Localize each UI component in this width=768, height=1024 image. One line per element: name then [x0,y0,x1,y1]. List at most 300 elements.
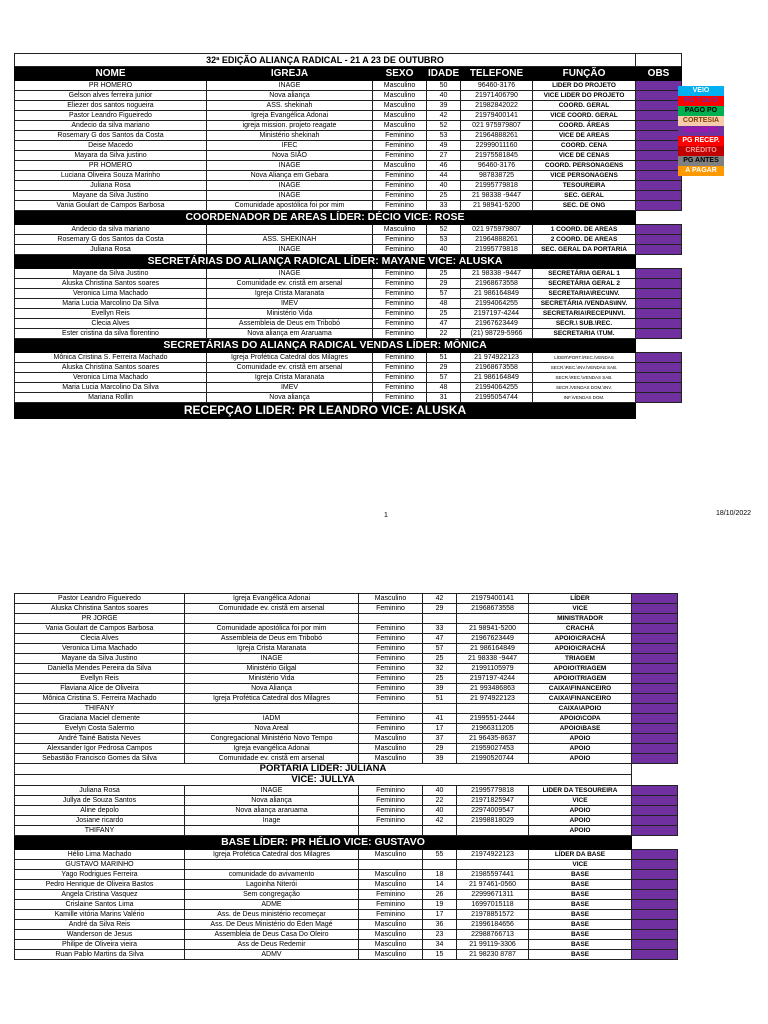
age-cell: 17 [423,724,457,734]
church-cell: Igreja Crista Maranata [185,644,359,654]
role-cell: LÍDER [529,594,632,604]
role-cell: VICE PERSONAGENS [533,171,636,181]
sex-cell: Masculino [359,754,423,764]
age-cell: 14 [423,880,457,890]
name-cell: PR JORGE [15,614,185,624]
blank-cell [632,836,678,850]
title-blank-cell [636,54,682,67]
sex-cell: Feminino [359,796,423,806]
age-cell: 55 [423,850,457,860]
church-cell: Igreja Crista Maranata [207,373,373,383]
role-cell: APOIO\CRACHÁ [529,644,632,654]
phone-cell: 21 98941-5200 [461,201,533,211]
age-cell: 33 [423,624,457,634]
phone-cell: 21995779818 [461,181,533,191]
name-cell: PR HOMERO [15,81,207,91]
table-row [15,654,678,664]
table-row [15,201,682,211]
phone-cell: (21) 98729-5966 [461,329,533,339]
obs-status-cell [636,329,682,339]
obs-status-cell [636,181,682,191]
church-cell: INAGE [207,245,373,255]
role-cell: VICE DE AREAS [533,131,636,141]
phone-cell [457,704,529,714]
sex-cell: Feminino [373,279,427,289]
phone-cell: 21 96435-8637 [457,734,529,744]
age-cell: 57 [427,289,461,299]
phone-cell: 21967623449 [457,634,529,644]
obs-status-cell [632,890,678,900]
sex-cell: Feminino [359,724,423,734]
age-cell: 23 [423,930,457,940]
sex-cell: Feminino [359,624,423,634]
age-cell [423,826,457,836]
church-cell: Nova SIÃO [207,151,373,161]
sex-cell: Feminino [373,131,427,141]
church-cell: Igreja Evangélica Adonai [207,111,373,121]
phone-cell: 21 98338 -9447 [457,654,529,664]
phone-cell: 21 986164849 [461,289,533,299]
section-portaria-vice-label: VICE: JULLYA [15,775,632,786]
table-row [15,826,678,836]
obs-status-cell [636,81,682,91]
sex-cell: Feminino [359,644,423,654]
name-cell: Mayara da Silva justino [15,151,207,161]
name-cell: PR HOMERO [15,161,207,171]
sex-cell: Feminino [373,363,427,373]
age-cell: 41 [423,714,457,724]
age-cell: 32 [423,664,457,674]
sex-cell: Feminino [359,816,423,826]
name-cell: Deise Macedo [15,141,207,151]
sex-cell: Masculino [359,850,423,860]
church-cell: Igreja Crista Maranata [207,289,373,299]
role-cell: APOIO [529,816,632,826]
name-cell: Wanderson de Jesus [15,930,185,940]
role-cell: BASE [529,890,632,900]
table-row [15,225,682,235]
section-portaria [15,764,678,775]
column-header: NOME [15,67,207,81]
phone-cell: 021 975979807 [461,121,533,131]
church-cell: Igreja Evangélica Adonai [185,594,359,604]
section-recepcao [15,403,682,419]
name-cell: André Tainé Batista Neves [15,734,185,744]
sex-cell: Feminino [373,309,427,319]
phone-cell: 21 993486863 [457,684,529,694]
sex-cell: Feminino [359,900,423,910]
age-cell [423,704,457,714]
table-row [15,860,678,870]
age-cell: 46 [427,161,461,171]
church-cell: Lagoinha Niterói [185,880,359,890]
church-cell: Assembleia de Deus Casa Do Oleiro [185,930,359,940]
church-cell: Nova Aliança em Gebara [207,171,373,181]
phone-cell: 21995054744 [461,393,533,403]
table-row [15,363,682,373]
age-cell [423,860,457,870]
age-cell: 22 [423,796,457,806]
obs-status-cell [632,654,678,664]
name-cell: Hélio Lima Machado [15,850,185,860]
section-recepcao-label: RECEPÇAO LIDER: PR LEANDRO VICE: ALUSKA [15,403,636,419]
sex-cell: Masculino [373,91,427,101]
obs-status-cell [636,393,682,403]
table-row [15,734,678,744]
age-cell: 26 [423,890,457,900]
role-cell: MINISTRADOR [529,614,632,624]
role-cell: BASE [529,880,632,890]
page-1-table [14,53,682,419]
church-cell: INAGE [207,181,373,191]
table-row [15,101,682,111]
phone-cell: 16997015118 [457,900,529,910]
page-2-table [14,593,678,960]
church-cell: Comunidade apostólica foi por mim [207,201,373,211]
obs-status-cell [636,383,682,393]
age-cell: 44 [427,171,461,181]
sex-cell: Feminino [373,245,427,255]
phone-cell: 21994064255 [461,383,533,393]
sex-cell: Masculino [359,744,423,754]
phone-cell: 21964888261 [461,235,533,245]
sex-cell: Masculino [359,870,423,880]
age-cell: 57 [423,644,457,654]
age-cell: 40 [423,806,457,816]
name-cell: Crislaine Santos Lima [15,900,185,910]
age-cell: 47 [423,634,457,644]
table-row [15,644,678,654]
obs-status-cell [636,245,682,255]
obs-status-cell [632,930,678,940]
phone-cell: 21975581845 [461,151,533,161]
church-cell [185,614,359,624]
obs-status-cell [636,161,682,171]
role-cell: VICE [529,860,632,870]
table-row [15,900,678,910]
table-row [15,744,678,754]
section-coordenador-areas [15,211,682,225]
age-cell: 52 [427,121,461,131]
sex-cell: Feminino [373,269,427,279]
page-1 [14,53,682,419]
sex-cell: Feminino [359,654,423,664]
phone-cell: 21 98338 -9447 [461,191,533,201]
table-row [15,624,678,634]
church-cell: Comunidade apostólica foi por mim [185,624,359,634]
table-row [15,81,682,91]
name-cell: Evelyn Costa Salermo [15,724,185,734]
age-cell: 34 [423,940,457,950]
table-row [15,940,678,950]
obs-status-cell [636,279,682,289]
sex-cell: Feminino [359,890,423,900]
table-row [15,796,678,806]
age-cell: 51 [427,353,461,363]
name-cell: Ester cristina da silva florentino [15,329,207,339]
section-base [15,836,678,850]
role-cell: APOIO\TRIAGEM [529,664,632,674]
sex-cell: Feminino [359,634,423,644]
age-cell: 40 [427,91,461,101]
table-row [15,910,678,920]
role-cell: LIDER DO PROJETO [533,81,636,91]
role-cell: BASE [529,950,632,960]
age-cell: 22 [427,329,461,339]
table-row [15,383,682,393]
table-row [15,684,678,694]
age-cell: 25 [423,654,457,664]
section-secretarias-vendas [15,339,682,353]
role-cell: APOIO\COPA [529,714,632,724]
name-cell: Sebastião Francisco Gomes da Silva [15,754,185,764]
table-row [15,191,682,201]
phone-cell: 2199551-2444 [457,714,529,724]
role-cell: APOIO\BASE [529,724,632,734]
church-cell: Igreja Profética Catedral dos Milagres [185,694,359,704]
church-cell: Ministério Gilgal [185,664,359,674]
role-cell: 2 COORD. DE AREAS [533,235,636,245]
name-cell: Evellyn Reis [15,309,207,319]
church-cell: Inage [185,816,359,826]
sex-cell: Masculino [373,111,427,121]
role-cell: SECRETARIA\REC\INV. [533,289,636,299]
page-2 [14,593,678,960]
name-cell: Juliana Rosa [15,181,207,191]
age-cell: 57 [427,373,461,383]
role-cell: SECR.\REC.\VENDAS SAB. [533,373,636,383]
phone-cell: 21 98941-5200 [457,624,529,634]
role-cell: APOIO\TRIAGEM [529,674,632,684]
obs-status-cell [636,373,682,383]
obs-status-cell [632,704,678,714]
name-cell: Mônica Cristina S. Ferreira Machado [15,353,207,363]
name-cell: Clecia Alves [15,319,207,329]
sex-cell: Feminino [359,664,423,674]
sex-cell [359,704,423,714]
name-cell: Gelson alves ferreira junior [15,91,207,101]
obs-status-cell [632,694,678,704]
church-cell: Comunidade ev. cristã em arsenal [207,279,373,289]
role-cell: BASE [529,940,632,950]
sex-cell: Masculino [373,121,427,131]
phone-cell: 21971825947 [457,796,529,806]
obs-status-cell [632,644,678,654]
section-secretarias-vendas-label: SECRETÁRIAS DO ALIANÇA RADICAL VENDAS LÍDER: MÔNICA [15,339,636,353]
name-cell: Veronica Lima Machado [15,289,207,299]
phone-cell: 21974922123 [457,850,529,860]
role-cell: BASE [529,900,632,910]
obs-status-cell [636,289,682,299]
age-cell: 39 [423,754,457,764]
age-cell: 27 [427,151,461,161]
age-cell: 25 [427,309,461,319]
legend-item: A PAGAR [678,166,724,176]
phone-cell: 987838725 [461,171,533,181]
phone-cell: 21968673558 [457,604,529,614]
phone-cell: 21966311205 [457,724,529,734]
role-cell: LÍDER DA BASE [529,850,632,860]
phone-cell: 2197197-4244 [457,674,529,684]
sex-cell: Feminino [373,289,427,299]
age-cell [423,614,457,624]
table-row [15,930,678,940]
church-cell: Ass de Deus Redemir [185,940,359,950]
name-cell: Mayane da Silva Justino [15,654,185,664]
age-cell: 17 [423,910,457,920]
legend-item: INSCRITO [678,126,724,136]
role-cell: VICE COORD. GERAL [533,111,636,121]
church-cell: Nova Aliança [185,684,359,694]
phone-cell: 21998818029 [457,816,529,826]
name-cell: Alexsander Igor Pedrosa Campos [15,744,185,754]
church-cell: Ministério shekinah [207,131,373,141]
name-cell: Maria Lucia Marcolino Da Silva [15,383,207,393]
obs-status-cell [632,684,678,694]
role-cell: APOIO [529,744,632,754]
obs-status-cell [632,870,678,880]
age-cell: 39 [423,684,457,694]
sex-cell: Masculino [359,940,423,950]
name-cell: Ruan Pablo Martins da Silva [15,950,185,960]
age-cell: 40 [427,245,461,255]
name-cell: Aline depolo [15,806,185,816]
table-row [15,141,682,151]
column-header: IDADE [428,68,460,79]
church-cell: ASS. shekinah [207,101,373,111]
sex-cell: Masculino [373,101,427,111]
obs-status-cell [632,744,678,754]
age-cell: 49 [427,141,461,151]
obs-status-cell [632,920,678,930]
obs-status-cell [636,201,682,211]
table-row [15,880,678,890]
name-cell: Angela Cristina Vasquez [15,890,185,900]
role-cell: SEC. DE ONG [533,201,636,211]
table-row [15,235,682,245]
phone-cell: 21 986164849 [457,644,529,654]
obs-status-cell [632,624,678,634]
sex-cell: Feminino [373,319,427,329]
church-cell: INAGE [185,654,359,664]
phone-cell: 21971406790 [461,91,533,101]
section-secretarias [15,255,682,269]
obs-status-cell [632,806,678,816]
age-cell: 40 [427,181,461,191]
obs-status-cell [636,171,682,181]
table-row [15,704,678,714]
table-row [15,754,678,764]
church-cell: IFEC [207,141,373,151]
role-cell: SECR./VENDAS DOM.\INV. [533,383,636,393]
table-row [15,299,682,309]
age-cell: 31 [427,393,461,403]
table-row [15,786,678,796]
legend-item: PG RECEP. [678,136,724,146]
table-row [15,870,678,880]
age-cell: 53 [427,235,461,245]
phone-cell: 21 986164849 [461,373,533,383]
name-cell: Daniella Mendes Pereira da Silva [15,664,185,674]
name-cell: Veronica Lima Machado [15,373,207,383]
role-cell: APOIO [529,754,632,764]
church-cell: INAGE [207,191,373,201]
table-row [15,353,682,363]
role-cell: VICE LIDER DO PROJETO [533,91,636,101]
obs-status-cell [632,614,678,624]
church-cell [185,704,359,714]
age-cell: 25 [427,269,461,279]
table-row [15,806,678,816]
church-cell: igreja mission. projeto reagate [207,121,373,131]
page-title: 32ª EDIÇÃO ALIANÇA RADICAL - 21 A 23 DE OUTUBRO [15,54,636,67]
name-cell: Luciana Oliveira Souza Marinho [15,171,207,181]
blank-cell [636,211,682,225]
age-cell: 52 [427,225,461,235]
name-cell: Clecia Alves [15,634,185,644]
name-cell: Mayane da Silva Justino [15,269,207,279]
role-cell: TRIAGEM [529,654,632,664]
phone-cell: 21959027453 [457,744,529,754]
church-cell: Ministério Vida [185,674,359,684]
phone-cell: 22999011160 [461,141,533,151]
obs-status-cell [632,940,678,950]
table-row [15,289,682,299]
blank-cell [632,775,678,786]
church-cell: Assembleia de Deus em Tribobó [185,634,359,644]
obs-status-cell [636,353,682,363]
blank-cell [636,339,682,353]
role-cell: BASE [529,930,632,940]
name-cell: Andecio da silva mariano [15,121,207,131]
obs-status-cell [632,724,678,734]
name-cell: Aluska Christina Santos soares [15,279,207,289]
age-cell: 42 [423,816,457,826]
obs-status-cell [636,299,682,309]
phone-cell: 21 98230 8787 [457,950,529,960]
role-cell: LÍDER\PORT.\REC.\VENDAS [533,353,636,363]
role-cell: SECR.\REC.\INV.\VENDAS SAB. [533,363,636,373]
name-cell: Veronica Lima Machado [15,644,185,654]
role-cell: SECRETÁRIA GERAL 2 [533,279,636,289]
role-cell: COORD. ÁREAS [533,121,636,131]
church-cell: ADME [185,900,359,910]
sex-cell: Masculino [359,930,423,940]
table-row [15,373,682,383]
obs-status-cell [632,604,678,614]
role-cell: SECRETARIA\RECEP\INVI. [533,309,636,319]
name-cell: Mayane da Silva Justino [15,191,207,201]
phone-cell: 21982842022 [461,101,533,111]
name-cell: Aluska Christina Santos soares [15,363,207,373]
table-row [15,950,678,960]
obs-status-cell [636,319,682,329]
name-cell: André da Silva Reis [15,920,185,930]
church-cell: IADM [185,714,359,724]
sex-cell: Masculino [373,225,427,235]
phone-cell: 21967623449 [461,319,533,329]
sex-cell [359,614,423,624]
role-cell: LIDER DA TESOUREIRA [529,786,632,796]
sex-cell [359,826,423,836]
age-cell: 19 [423,900,457,910]
status-legend [678,86,724,176]
name-cell: Jullya de Souza Santos [15,796,185,806]
sex-cell: Masculino [359,594,423,604]
obs-status-cell [632,950,678,960]
role-cell: APOIO [529,826,632,836]
obs-status-cell [632,910,678,920]
